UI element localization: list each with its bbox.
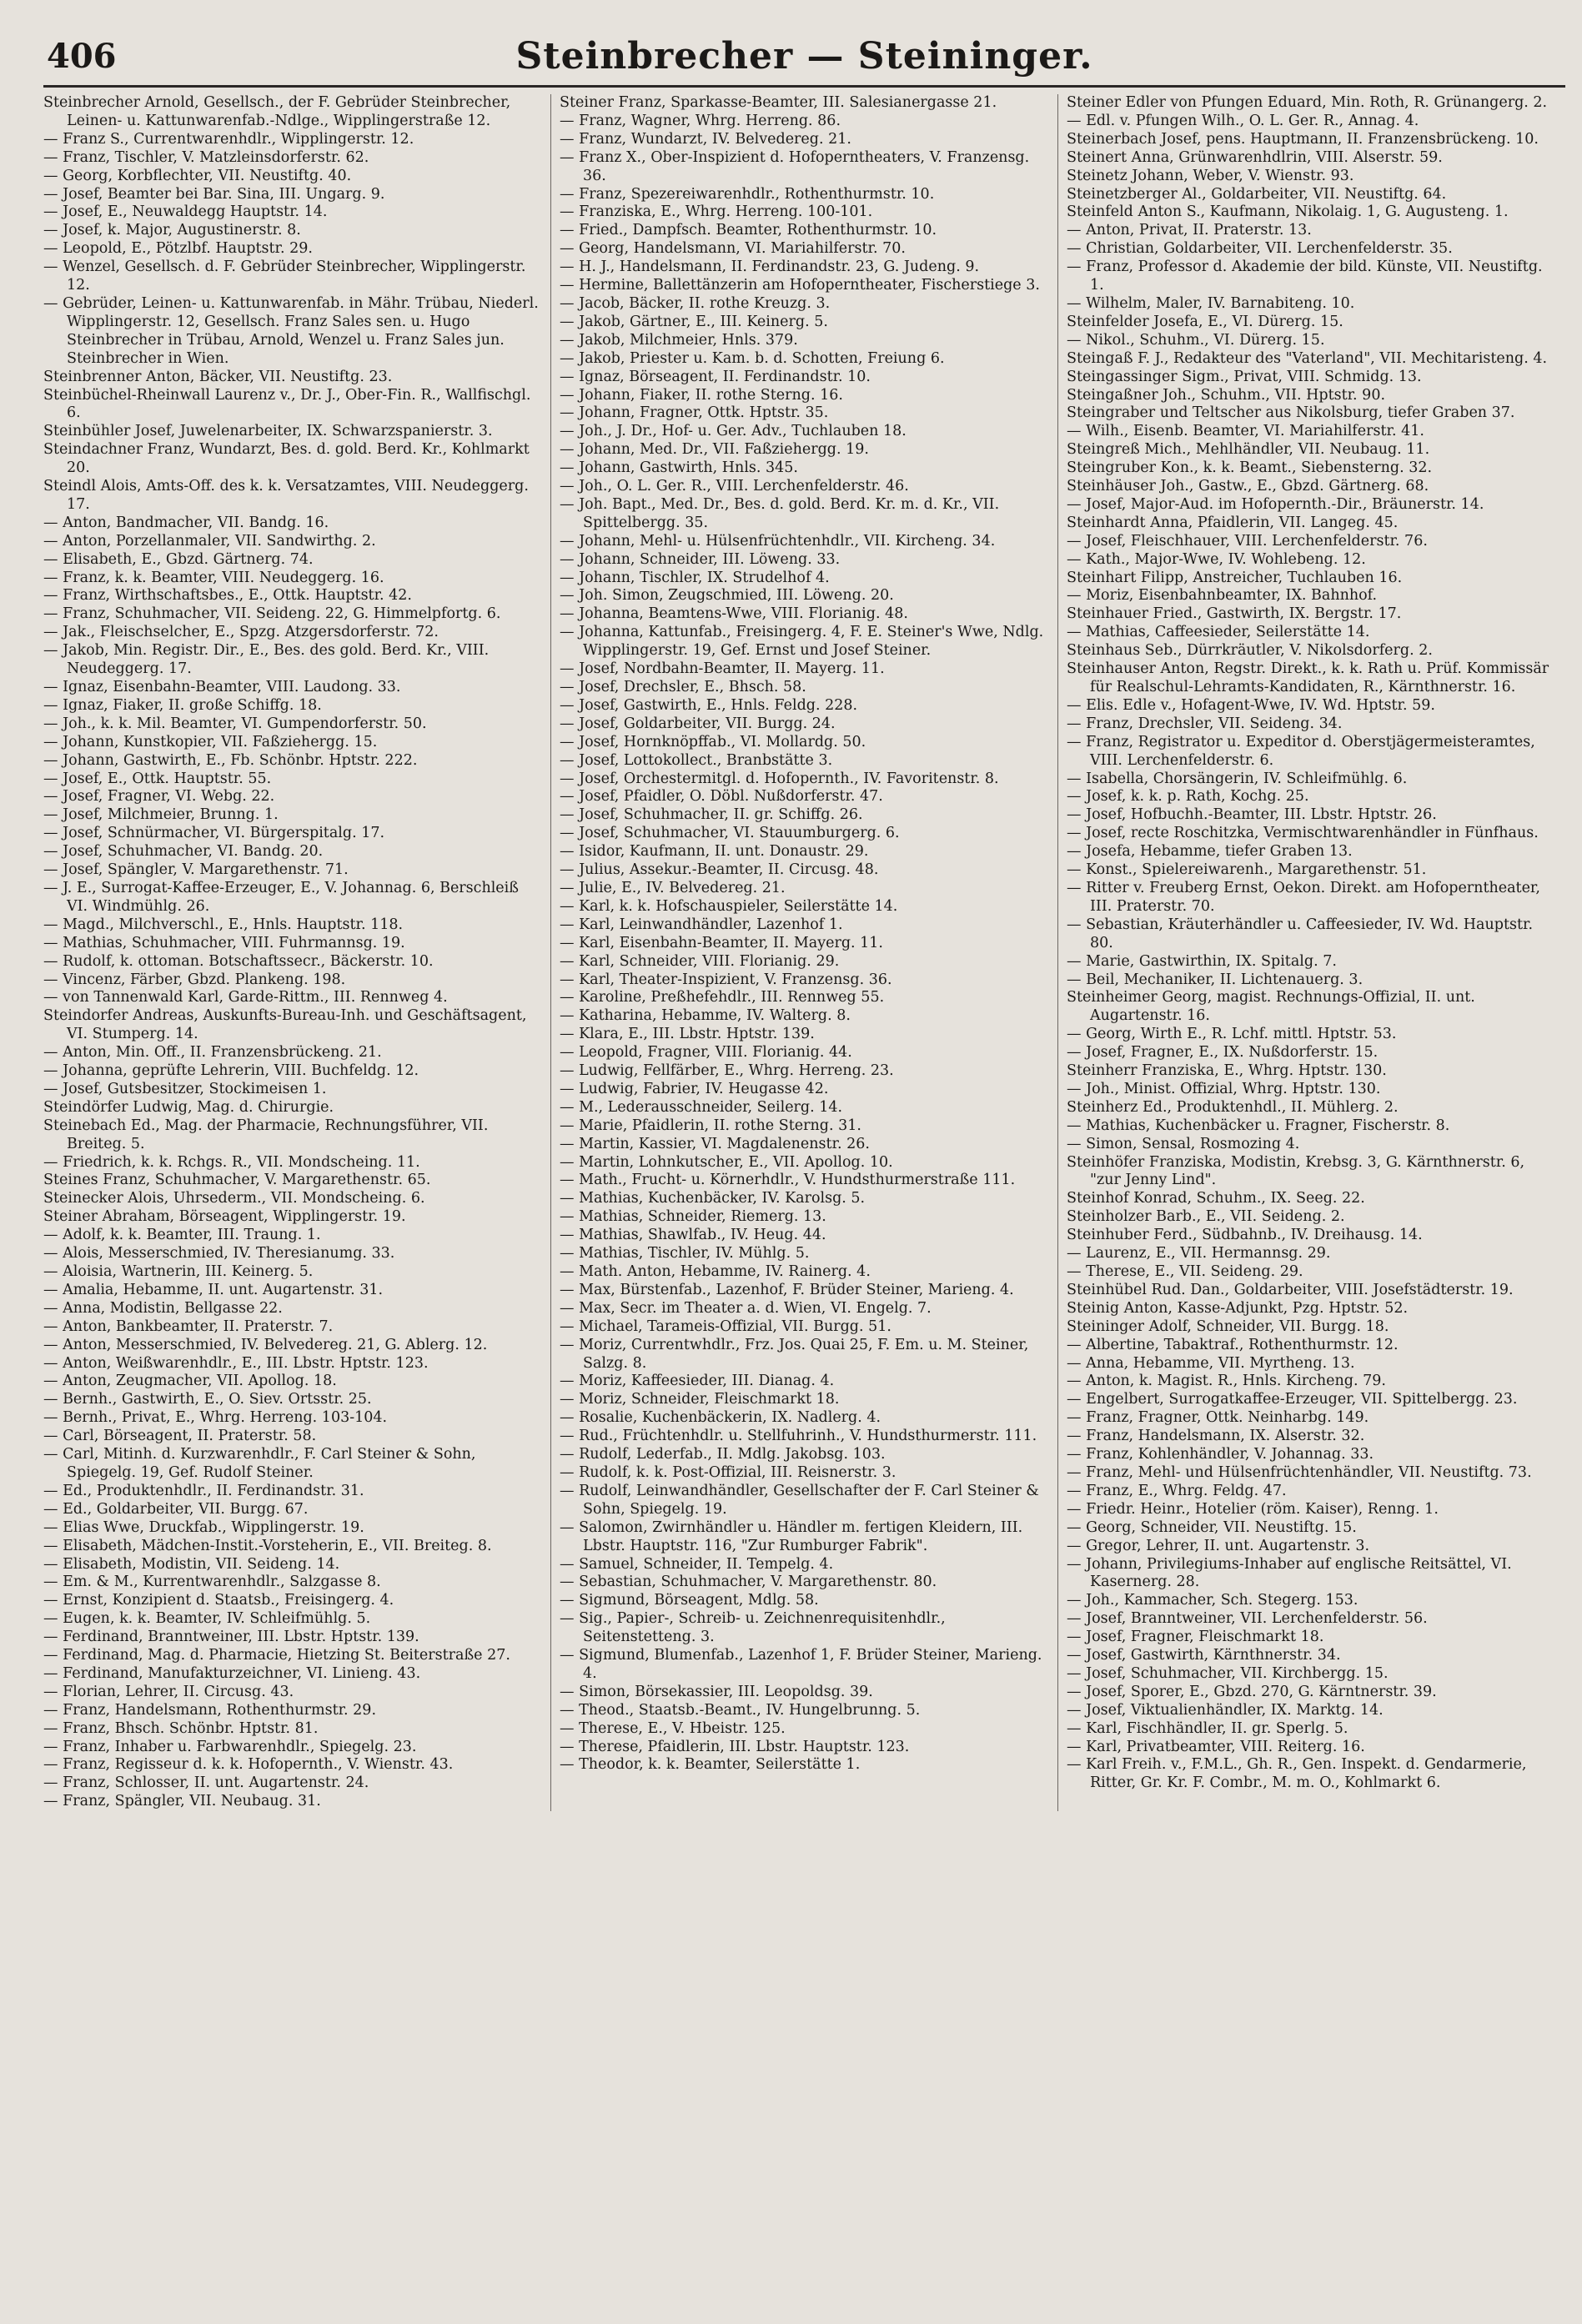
directory-entry: — Jakob, Milchmeier, Hnls. 379. — [560, 331, 798, 349]
directory-entry: Steiner Abraham, Börseagent, Wipplingerstr. 19. — [43, 1208, 406, 1226]
directory-entry: — Leopold, E., Pötzlbf. Hauptstr. 29. — [43, 240, 313, 258]
directory-entry: — Karl, Privatbeamter, VIII. Reiterg. 16. — [1067, 1738, 1365, 1755]
directory-entry: — Josef, recte Roschitzka, Vermischtwarenhändler in Fünfhaus. — [1067, 825, 1539, 842]
directory-entry: — Josef, Schnürmacher, VI. Bürgerspitalg. 17. — [43, 825, 385, 842]
directory-entry: — Franz, Wundarzt, IV. Belvedereg. 21. — [560, 130, 851, 148]
directory-entry: — Franz, Handelsmann, Rothenthurmstr. 29. — [43, 1701, 377, 1719]
directory-entry: Steininger Adolf, Schneider, VII. Burgg. 18. — [1067, 1318, 1389, 1335]
directory-entry: — Karl, Schneider, VIII. Florianig. 29. — [560, 952, 840, 970]
directory-entry: — Johann, Privilegiums-Inhaber auf englische Reitsättel, VI. Kasernerg. 28. — [1067, 1555, 1512, 1591]
directory-entry: — Josef, Branntweiner, VII. Lerchenfelderstr. 56. — [1067, 1610, 1428, 1628]
directory-entry: — Martin, Kassier, VI. Magdalenenstr. 26. — [560, 1135, 870, 1152]
directory-entry: — J. E., Surrogat-Kaffee-Erzeuger, E., V. Johannag. 6, Berschleiß VI. Windmühlg. 26. — [43, 879, 519, 915]
directory-entry: — Michael, Tarameis-Offizial, VII. Burgg. 51. — [560, 1318, 891, 1335]
directory-entry: — Anton, Privat, II. Praterstr. 13. — [1067, 222, 1312, 239]
directory-entry: — Josef, Spängler, V. Margarethenstr. 71. — [43, 861, 349, 879]
directory-entry: — Anton, Weißwarenhdlr., E., III. Lbstr. Hptstr. 123. — [43, 1354, 429, 1372]
directory-entry: — Franz, Inhaber u. Farbwarenhdlr., Spiegelg. 23. — [43, 1738, 417, 1755]
directory-entry: — Anna, Modistin, Bellgasse 22. — [43, 1299, 283, 1317]
directory-entry: Steinheimer Georg, magist. Rechnungs-Offizial, II. unt. Augartenstr. 16. — [1067, 989, 1475, 1025]
directory-entry: — Anton, Zeugmacher, VII. Apollog. 18. — [43, 1373, 337, 1390]
column-3 — [1057, 94, 1564, 1811]
directory-entry: — Franz X., Ober-Inspizient d. Hofoperntheaters, V. Franzensg. 36. — [560, 148, 1030, 184]
directory-entry: — Josefa, Hebamme, tiefer Graben 13. — [1067, 843, 1353, 861]
directory-entry: Steinhäuser Joh., Gastw., E., Gbzd. Gärtnerg. 68. — [1067, 478, 1429, 495]
directory-entry: Steinhardt Anna, Pfaidlerin, VII. Langeg. 45. — [1067, 514, 1399, 531]
directory-entry: — Math., Frucht- u. Körnerhdlr., V. Hundsthurmerstraße 111. — [560, 1172, 1016, 1189]
directory-entry: — Samuel, Schneider, II. Tempelg. 4. — [560, 1555, 834, 1573]
directory-entry: — Katharina, Hebamme, IV. Walterg. 8. — [560, 1007, 851, 1025]
directory-entry: — Elis. Edle v., Hofagent-Wwe, IV. Wd. Hptstr. 59. — [1067, 696, 1435, 714]
directory-entry: — Mathias, Schneider, Riemerg. 13. — [560, 1208, 826, 1226]
directory-entry: Steinhöfer Franziska, Modistin, Krebsg. 3, G. Kärnthnerstr. 6, "zur Jenny Lind". — [1067, 1153, 1525, 1189]
directory-entry: — Josef, Schuhmacher, VI. Stauumburgerg. 6. — [560, 825, 900, 842]
directory-entry: — Georg, Schneider, VII. Neustiftg. 15. — [1067, 1518, 1357, 1536]
directory-entry: — Gregor, Lehrer, II. unt. Augartenstr. 3. — [1067, 1537, 1370, 1554]
column-1 — [43, 94, 550, 1811]
page-number: 406 — [47, 37, 117, 76]
directory-entry: — Rud., Früchtenhdlr. u. Stellfuhrinh., V. Hundsthurmerstr. 111. — [560, 1428, 1037, 1445]
directory-entry: — Josef, Schuhmacher, VI. Bandg. 20. — [43, 843, 324, 861]
directory-entry: — Josef, Gutsbesitzer, Stockimeisen 1. — [43, 1080, 327, 1097]
directory-entry: — Josef, Major-Aud. im Hofopernth.-Dir., Bräunerstr. 14. — [1067, 495, 1484, 513]
directory-entry: — Anton, Bankbeamter, II. Praterstr. 7. — [43, 1318, 334, 1335]
directory-entry: — Ed., Produktenhdlr., II. Ferdinandstr. 31. — [43, 1482, 364, 1499]
directory-entry: Steindorfer Andreas, Auskunfts-Bureau-Inh. und Geschäftsagent, VI. Stumperg. 14. — [43, 1007, 527, 1043]
directory-entry: Steinig Anton, Kasse-Adjunkt, Pzg. Hptstr. 52. — [1067, 1299, 1409, 1317]
directory-entry: — Moriz, Eisenbahnbeamter, IX. Bahnhof. — [1067, 587, 1378, 605]
directory-entry: Steinhof Konrad, Schuhm., IX. Seeg. 22. — [1067, 1190, 1365, 1207]
directory-entry: — Carl, Mitinh. d. Kurzwarenhdlr., F. Carl Steiner & Sohn, Spiegelg. 19, Gef. Rudolf Steiner. — [43, 1446, 476, 1481]
directory-entry: — Ignaz, Eisenbahn-Beamter, VIII. Laudong. 33. — [43, 679, 401, 695]
directory-entry: — Franz, Kohlenhändler, V. Johannag. 33. — [1067, 1446, 1374, 1463]
directory-entry: Steinecker Alois, Uhrsederm., VII. Mondscheing. 6. — [43, 1190, 425, 1207]
directory-entry: — Franziska, E., Whrg. Herreng. 100-101. — [560, 203, 873, 221]
directory-entry: — Josef, Hornknöpffab., VI. Mollardg. 50. — [560, 733, 866, 750]
directory-entry: — Engelbert, Surrogatkaffee-Erzeuger, VII. Spittelbergg. 23. — [1067, 1391, 1518, 1408]
directory-entry: — Ludwig, Fellfärber, E., Whrg. Herreng. 23. — [560, 1062, 894, 1080]
directory-entry: Steiner Edler von Pfungen Eduard, Min. Roth, R. Grünangerg. 2. — [1067, 94, 1548, 111]
directory-entry: — Jacob, Bäcker, II. rothe Kreuzg. 3. — [560, 294, 831, 312]
directory-entry: — Franz, E., Whrg. Feldg. 47. — [1067, 1482, 1287, 1499]
directory-entry: — Beil, Mechaniker, II. Lichtenauerg. 3. — [1067, 971, 1364, 988]
directory-entry: Steinebach Ed., Mag. der Pharmacie, Rechnungsführer, VII. Breiteg. 5. — [43, 1117, 489, 1152]
directory-entry: — Ritter v. Freuberg Ernst, Oekon. Direkt. am Hofoperntheater, III. Praterstr. 70. — [1067, 879, 1540, 915]
directory-entry: — Johann, Fragner, Ottk. Hptstr. 35. — [560, 404, 829, 422]
directory-entry: Steinbüchel-Rheinwall Laurenz v., Dr. J., Ober-Fin. R., Wallfischgl. 6. — [43, 386, 531, 422]
directory-entry: — Wilhelm, Maler, IV. Barnabiteng. 10. — [1067, 294, 1355, 312]
directory-entry: — Karl, Leinwandhändler, Lazenhof 1. — [560, 916, 843, 933]
directory-entry: — Edl. v. Pfungen Wilh., O. L. Ger. R., Annag. 4. — [1067, 112, 1419, 129]
directory-entry: — Friedrich, k. k. Rchgs. R., VII. Mondscheing. 11. — [43, 1153, 420, 1171]
directory-entry: — Ferdinand, Mag. d. Pharmacie, Hietzing St. Beiterstraße 27. — [43, 1647, 510, 1664]
directory-entry: — Anton, Messerschmied, IV. Belvedereg. 21, G. Ablerg. 12. — [43, 1336, 488, 1353]
directory-entry: — Mathias, Kuchenbäcker u. Fragner, Fischerstr. 8. — [1067, 1117, 1450, 1134]
directory-entry: — Gebrüder, Leinen- u. Kattunwarenfab. in Mähr. Trübau, Niederl. Wipplingerstr. 12, Gesellsch. Franz Sales sen. u. Hugo Steinbrecher in Trübau, Arnold, Wenzel u. Franz Sales jun. Steinbrecher in Wien. — [43, 294, 539, 367]
directory-entry: — Leopold, Fragner, VIII. Florianig. 44. — [560, 1044, 852, 1062]
directory-entry: — Karl, Fischhändler, II. gr. Sperlg. 5. — [1067, 1719, 1348, 1737]
directory-entry: — Johanna, geprüfte Lehrerin, VIII. Buchfeldg. 12. — [43, 1062, 419, 1080]
directory-entry: — Ignaz, Börseagent, II. Ferdinandstr. 10. — [560, 368, 871, 385]
directory-entry: Steinetzberger Al., Goldarbeiter, VII. Neustiftg. 64. — [1067, 185, 1447, 203]
directory-entry: — Sig., Papier-, Schreib- u. Zeichnenrequisitenhdlr., Seitenstetteng. 3. — [560, 1610, 946, 1646]
directory-entry: — Carl, Börseagent, II. Praterstr. 58. — [43, 1428, 317, 1445]
directory-entry: — Therese, Pfaidlerin, III. Lbstr. Hauptstr. 123. — [560, 1738, 910, 1755]
directory-entry: — Kath., Major-Wwe, IV. Wohlebeng. 12. — [1067, 550, 1366, 568]
directory-entry: — Ferdinand, Manufakturzeichner, VI. Linieng. 43. — [43, 1664, 421, 1682]
directory-entry: Steinherr Franziska, E., Whrg. Hptstr. 130. — [1067, 1062, 1387, 1080]
directory-entry: — Ludwig, Fabrier, IV. Heugasse 42. — [560, 1080, 829, 1097]
directory-entry: — Bernh., Privat, E., Whrg. Herreng. 103-104. — [43, 1409, 388, 1427]
directory-entry: — Jak., Fleischselcher, E., Spzg. Atzgersdorferstr. 72. — [43, 624, 439, 641]
directory-entry: — Josef, Schuhmacher, II. gr. Schiffg. 26. — [560, 806, 863, 824]
directory-entry: — Josef, Orchestermitgl. d. Hofopernth., IV. Favoritenstr. 8. — [560, 770, 999, 787]
directory-entry: — Joh., J. Dr., Hof- u. Ger. Adv., Tuchlauben 18. — [560, 423, 907, 440]
directory-entry: — Johann, Tischler, IX. Strudelhof 4. — [560, 569, 830, 586]
directory-entry: — Wenzel, Gesellsch. d. F. Gebrüder Steinbrecher, Wipplingerstr. 12. — [43, 259, 526, 294]
directory-entry: Steines Franz, Schuhmacher, V. Margarethenstr. 65. — [43, 1172, 431, 1189]
directory-entry: — Jakob, Min. Registr. Dir., E., Bes. des gold. Berd. Kr., VIII. Neudeggerg. 17. — [43, 642, 490, 678]
directory-entry: — Mathias, Schuhmacher, VIII. Fuhrmannsg. 19. — [43, 934, 405, 951]
directory-entry: — Karl Freih. v., F.M.L., Gh. R., Gen. Inspekt. d. Gendarmerie, Ritter, Gr. Kr. F. Combr., M. m. O., Kohlmarkt 6. — [1067, 1756, 1527, 1792]
directory-entry: Steindörfer Ludwig, Mag. d. Chirurgie. — [43, 1098, 334, 1116]
directory-entry: — Em. & M., Kurrentwarenhdlr., Salzgasse 8. — [43, 1574, 381, 1591]
directory-entry: — Moriz, Currentwhdlr., Frz. Jos. Quai 25, F. Em. u. M. Steiner, Salzg. 8. — [560, 1336, 1029, 1372]
directory-entry: — Josef, Drechsler, E., Bhsch. 58. — [560, 679, 806, 695]
directory-entry: — Theodor, k. k. Beamter, Seilerstätte 1. — [560, 1756, 861, 1774]
directory-entry: Steinhübel Rud. Dan., Goldarbeiter, VIII. Josefstädterstr. 19. — [1067, 1281, 1514, 1298]
directory-entry: — Johann, Med. Dr., VII. Faßziehergg. 19. — [560, 441, 869, 459]
directory-entry: — Johann, Schneider, III. Löweng. 33. — [560, 550, 841, 568]
directory-entry: — Ed., Goldarbeiter, VII. Burgg. 67. — [43, 1500, 309, 1518]
running-head: Steinbrecher — Steininger. — [515, 35, 1093, 78]
directory-entry: — Josef, Pfaidler, O. Döbl. Nußdorferstr. 47. — [560, 788, 883, 806]
directory-entry: Steingraber und Teltscher aus Nikolsburg, tiefer Graben 37. — [1067, 404, 1515, 422]
directory-entry: — Eugen, k. k. Beamter, IV. Schleifmühlg. 5. — [43, 1610, 371, 1628]
directory-entry: — Josef, Goldarbeiter, VII. Burgg. 24. — [560, 715, 836, 732]
directory-entry: — Amalia, Hebamme, II. unt. Augartenstr. 31. — [43, 1281, 384, 1298]
directory-entry: — Julie, E., IV. Belvedereg. 21. — [560, 879, 786, 896]
directory-entry: — Alois, Messerschmied, IV. Theresianumg. 33. — [43, 1245, 395, 1262]
directory-entry: — Franz, Fragner, Ottk. Neinharbg. 149. — [1067, 1409, 1369, 1427]
directory-entry: — Math. Anton, Hebamme, IV. Rainerg. 4. — [560, 1263, 871, 1280]
directory-entry: — Christian, Goldarbeiter, VII. Lerchenfelderstr. 35. — [1067, 240, 1453, 258]
directory-entry: — Karl, k. k. Hofschauspieler, Seilerstätte 14. — [560, 897, 898, 915]
directory-entry: — Mathias, Caffeesieder, Seilerstätte 14. — [1067, 624, 1370, 641]
directory-entry: — Joh. Simon, Zeugschmied, III. Löweng. 20. — [560, 587, 894, 605]
directory-entry: — Sebastian, Schuhmacher, V. Margarethenstr. 80. — [560, 1574, 937, 1591]
directory-entry: — Joh. Bapt., Med. Dr., Bes. d. gold. Berd. Kr. m. d. Kr., VII. Spittelbergg. 35. — [560, 495, 1000, 531]
directory-entry: — Laurenz, E., VII. Hermannsg. 29. — [1067, 1245, 1331, 1262]
directory-entry: Steingaß F. J., Redakteur des "Vaterland", VII. Mechitaristeng. 4. — [1067, 349, 1548, 367]
directory-entry: — Josef, Gastwirth, Kärnthnerstr. 34. — [1067, 1647, 1341, 1664]
directory-entry: Steinhaus Seb., Dürrkräutler, V. Nikolsdorferg. 2. — [1067, 642, 1433, 660]
directory-entry: Steinfelder Josefa, E., VI. Dürerg. 15. — [1067, 313, 1343, 330]
directory-entry: — Adolf, k. k. Beamter, III. Traung. 1. — [43, 1227, 321, 1244]
directory-entry: — Franz, Tischler, V. Matzleinsdorferstr. 62. — [43, 148, 369, 166]
directory-entry: Steinholzer Barb., E., VII. Seideng. 2. — [1067, 1208, 1345, 1226]
directory-entry: — Franz, Schlosser, II. unt. Augartenstr. 24. — [43, 1774, 369, 1792]
directory-entry: — Anton, Porzellanmaler, VII. Sandwirthg. 2. — [43, 532, 376, 550]
directory-entry: — Johann, Gastwirth, E., Fb. Schönbr. Hptstr. 222. — [43, 751, 418, 769]
directory-entry: — Franz, k. k. Beamter, VIII. Neudeggerg. 16. — [43, 569, 384, 586]
directory-entry: — Franz, Regisseur d. k. k. Hofopernth., V. Wienstr. 43. — [43, 1756, 454, 1774]
directory-entry: — Simon, Börsekassier, III. Leopoldsg. 39. — [560, 1683, 873, 1700]
directory-entry: — Simon, Sensal, Rosmozing 4. — [1067, 1135, 1300, 1152]
directory-entry: — Jakob, Priester u. Kam. b. d. Schotten, Freiung 6. — [560, 349, 945, 367]
directory-entry: — Therese, E., VII. Seideng. 29. — [1067, 1263, 1303, 1280]
directory-entry: — Josef, Fragner, Fleischmarkt 18. — [1067, 1629, 1324, 1646]
directory-entry: — Marie, Gastwirthin, IX. Spitalg. 7. — [1067, 952, 1337, 970]
directory-entry: — Josef, Hofbuchh.-Beamter, III. Lbstr. Hptstr. 26. — [1067, 806, 1437, 824]
directory-entry: — Joh., Minist. Offizial, Whrg. Hptstr. 130. — [1067, 1080, 1381, 1097]
directory-entry: — M., Lederausschneider, Seilerg. 14. — [560, 1098, 843, 1116]
directory-entry: — Josef, Nordbahn-Beamter, II. Mayerg. 11. — [560, 660, 885, 678]
directory-entry: Steingruber Kon., k. k. Beamt., Siebensterng. 32. — [1067, 459, 1433, 477]
directory-entry: Steinert Anna, Grünwarenhdlrin, VIII. Alserstr. 59. — [1067, 148, 1443, 166]
directory-entry: — Johann, Kunstkopier, VII. Faßziehergg. 15. — [43, 733, 378, 750]
directory-entry: — Georg, Handelsmann, VI. Mariahilferstr. 70. — [560, 240, 906, 258]
directory-entry: — Franz, Registrator u. Expeditor d. Oberstjägermeisteramtes, VIII. Lerchenfelderstr. 6. — [1067, 733, 1535, 769]
directory-entry: Steinerbach Josef, pens. Hauptmann, II. Franzensbrückeng. 10. — [1067, 130, 1539, 148]
directory-entry: — Elisabeth, E., Gbzd. Gärtnerg. 74. — [43, 550, 314, 568]
directory-entry: Steinherz Ed., Produktenhdl., II. Mühlerg. 2. — [1067, 1098, 1399, 1116]
directory-entry: — Ignaz, Fiaker, II. große Schiffg. 18. — [43, 696, 322, 714]
directory-entry: Steinetz Johann, Weber, V. Wienstr. 93. — [1067, 167, 1354, 184]
directory-entry: Steinhuber Ferd., Südbahnb., IV. Dreihausg. 14. — [1067, 1227, 1423, 1244]
directory-entry: — Ferdinand, Branntweiner, III. Lbstr. Hptstr. 139. — [43, 1629, 419, 1646]
directory-entry: — Josef, Viktualienhändler, IX. Marktg. 14. — [1067, 1701, 1384, 1719]
directory-entry: — Sigmund, Börseagent, Mdlg. 58. — [560, 1592, 819, 1609]
directory-entry: — Joh., Kammacher, Sch. Stegerg. 153. — [1067, 1592, 1359, 1609]
directory-entry: — Florian, Lehrer, II. Circusg. 43. — [43, 1683, 294, 1700]
directory-entry: — Therese, E., V. Hbeistr. 125. — [560, 1719, 786, 1737]
directory-entry: — Sigmund, Blumenfab., Lazenhof 1, F. Brüder Steiner, Marieng. 4. — [560, 1647, 1042, 1682]
directory-entry: — Ernst, Konzipient d. Staatsb., Freisingerg. 4. — [43, 1592, 394, 1609]
directory-entry: — Josef, E., Neuwaldegg Hauptstr. 14. — [43, 203, 328, 221]
directory-entry: — Josef, E., Ottk. Hauptstr. 55. — [43, 770, 272, 787]
directory-entry: — Karoline, Preßhefehdlr., III. Rennweg 55. — [560, 989, 885, 1006]
directory-entry: — Fried., Dampfsch. Beamter, Rothenthurmstr. 10. — [560, 222, 937, 239]
directory-entry: — Anton, Min. Off., II. Franzensbrückeng. 21. — [43, 1044, 382, 1062]
directory-entry: — Franz, Professor d. Akademie der bild. Künste, VII. Neustiftg. 1. — [1067, 259, 1543, 294]
directory-entry: — Elisabeth, Modistin, VII. Seideng. 14. — [43, 1555, 340, 1573]
directory-entry: — H. J., Handelsmann, II. Ferdinandstr. 23, G. Judeng. 9. — [560, 259, 980, 276]
directory-entry: — Josef, Milchmeier, Brunng. 1. — [43, 806, 279, 824]
directory-entry: Steinbrecher Arnold, Gesellsch., der F. Gebrüder Steinbrecher, Leinen- u. Kattunwarenfab.-Ndlge., Wipplingerstraße 12. — [43, 94, 511, 129]
directory-entry: — Josef, Sporer, E., Gbzd. 270, G. Kärntnerstr. 39. — [1067, 1683, 1437, 1700]
directory-entry: — Friedr. Heinr., Hotelier (röm. Kaiser), Renng. 1. — [1067, 1500, 1439, 1518]
directory-entry: Steinbühler Josef, Juwelenarbeiter, IX. Schwarzspanierstr. 3. — [43, 423, 493, 440]
directory-entry: — Vincenz, Färber, Gbzd. Plankeng. 198. — [43, 971, 346, 988]
directory-entry: — Max, Secr. im Theater a. d. Wien, VI. Engelg. 7. — [560, 1299, 932, 1317]
directory-entry: — Franz, Spängler, VII. Neubaug. 31. — [43, 1793, 321, 1810]
directory-entry: — Aloisia, Wartnerin, III. Keinerg. 5. — [43, 1263, 314, 1280]
directory-entry: — Franz, Drechsler, VII. Seideng. 34. — [1067, 715, 1343, 732]
page-header — [43, 33, 1565, 88]
directory-entry: — Franz, Bhsch. Schönbr. Hptstr. 81. — [43, 1719, 319, 1737]
directory-entry: Steinhart Filipp, Anstreicher, Tuchlauben 16. — [1067, 569, 1403, 586]
directory-entry: — von Tannenwald Karl, Garde-Rittm., III. Rennweg 4. — [43, 989, 448, 1006]
directory-entry: — Bernh., Gastwirth, E., O. Siev. Ortsstr. 25. — [43, 1391, 372, 1408]
directory-entry: — Joh., O. L. Ger. R., VIII. Lerchenfelderstr. 46. — [560, 478, 909, 495]
directory-entry: — Anton, k. Magist. R., Hnls. Kircheng. 79. — [1067, 1373, 1386, 1390]
directory-entry: — Mathias, Kuchenbäcker, IV. Karolsg. 5. — [560, 1190, 866, 1207]
directory-entry: — Isidor, Kaufmann, II. unt. Donaustr. 29. — [560, 843, 869, 861]
directory-entry: — Joh., k. k. Mil. Beamter, VI. Gumpendorferstr. 50. — [43, 715, 427, 732]
directory-entry: — Mathias, Shawlfab., IV. Heug. 44. — [560, 1227, 826, 1244]
directory-entry: — Magd., Milchverschl., E., Hnls. Hauptstr. 118. — [43, 916, 404, 933]
directory-entry: — Josef, Schuhmacher, VII. Kirchbergg. 15. — [1067, 1664, 1389, 1682]
directory-entry: — Anton, Bandmacher, VII. Bandg. 16. — [43, 514, 329, 531]
directory-entry: Steingassinger Sigm., Privat, VIII. Schmidg. 13. — [1067, 368, 1422, 385]
directory-entry: — Marie, Pfaidlerin, II. rothe Sterng. 31. — [560, 1117, 861, 1134]
directory-entry: — Theod., Staatsb.-Beamt., IV. Hungelbrunng. 5. — [560, 1701, 921, 1719]
directory-entry: — Nikol., Schuhm., VI. Dürerg. 15. — [1067, 331, 1325, 349]
directory-entry: — Josef, Fragner, VI. Webg. 22. — [43, 788, 275, 806]
directory-entry: — Georg, Korbflechter, VII. Neustiftg. 40. — [43, 167, 352, 184]
directory-entry: — Anna, Hebamme, VII. Myrtheng. 13. — [1067, 1354, 1355, 1372]
directory-entry: — Johanna, Kattunfab., Freisingerg. 4, F. E. Steiner's Wwe, Ndlg. Wipplingerstr. 19, Gef. Ernst und Josef Steiner. — [560, 624, 1044, 660]
directory-entry: — Konst., Spielereiwarenh., Margarethenstr. 51. — [1067, 861, 1427, 879]
directory-entry: — Albertine, Tabaktraf., Rothenthurmstr. 12. — [1067, 1336, 1399, 1353]
directory-entry: Steindachner Franz, Wundarzt, Bes. d. gold. Berd. Kr., Kohlmarkt 20. — [43, 441, 530, 477]
directory-entry: Steinbrenner Anton, Bäcker, VII. Neustiftg. 23. — [43, 368, 393, 385]
directory-entry: — Elias Wwe, Druckfab., Wipplingerstr. 19. — [43, 1518, 364, 1536]
directory-entry: — Salomon, Zwirnhändler u. Händler m. fertigen Kleidern, III. Lbstr. Hauptstr. 116, "Zur Rumburger Fabrik". — [560, 1518, 1023, 1554]
directory-entry: — Johann, Mehl- u. Hülsenfrüchtenhdlr., VII. Kircheng. 34. — [560, 532, 996, 550]
directory-entry: — Josef, k. Major, Augustinerstr. 8. — [43, 222, 301, 239]
directory-entry: Steingaßner Joh., Schuhm., VII. Hptstr. 90. — [1067, 386, 1386, 404]
directory-entry: — Rudolf, k. ottoman. Botschaftssecr., Bäckerstr. 10. — [43, 952, 434, 970]
directory-entry: — Franz, Wirthschaftsbes., E., Ottk. Hauptstr. 42. — [43, 587, 412, 605]
directory-entry: Steinhauser Anton, Regstr. Direkt., k. k. Rath u. Prüf. Kommissär für Realschul-Lehramts-Kandidaten, R., Kärnthnerstr. 16. — [1067, 660, 1549, 695]
directory-entry: — Franz, Schuhmacher, VII. Seideng. 22, G. Himmelpfortg. 6. — [43, 605, 501, 623]
directory-entry: — Moriz, Kaffeesieder, III. Dianag. 4. — [560, 1373, 835, 1390]
directory-entry: — Rudolf, k. k. Post-Offizial, III. Reisnerstr. 3. — [560, 1463, 896, 1481]
directory-entry: — Franz, Mehl- und Hülsenfrüchtenhändler, VII. Neustiftg. 73. — [1067, 1463, 1532, 1481]
directory-entry: — Mathias, Tischler, IV. Mühlg. 5. — [560, 1245, 810, 1262]
directory-entry: — Karl, Theater-Inspizient, V. Franzensg. 36. — [560, 971, 892, 988]
directory-entry: — Wilh., Eisenb. Beamter, VI. Mariahilferstr. 41. — [1067, 423, 1424, 440]
directory-entry: — Josef, Gastwirth, E., Hnls. Feldg. 228. — [560, 696, 858, 714]
directory-entry: — Klara, E., III. Lbstr. Hptstr. 139. — [560, 1026, 815, 1043]
directory-entry: — Moriz, Schneider, Fleischmarkt 18. — [560, 1391, 840, 1408]
directory-entry: — Josef, Fragner, E., IX. Nußdorferstr. 15. — [1067, 1044, 1379, 1062]
directory-entry: — Julius, Assekur.-Beamter, II. Circusg. 48. — [560, 861, 879, 879]
directory-entry: — Josef, k. k. p. Rath, Kochg. 25. — [1067, 788, 1309, 806]
directory-entry: — Martin, Lohnkutscher, E., VII. Apollog. 10. — [560, 1153, 893, 1171]
directory-entry: — Josef, Lottokollect., Branbstätte 3. — [560, 751, 833, 769]
directory-entry: — Elisabeth, Mädchen-Instit.-Vorsteherin, E., VII. Breiteg. 8. — [43, 1537, 492, 1554]
directory-entry: Steinfeld Anton S., Kaufmann, Nikolaig. 1, G. Augusteng. 1. — [1067, 203, 1509, 221]
directory-entry: — Franz, Wagner, Whrg. Herreng. 86. — [560, 112, 841, 129]
directory-entry: — Franz, Handelsmann, IX. Alserstr. 32. — [1067, 1428, 1365, 1445]
directory-entry: — Georg, Wirth E., R. Lchf. mittl. Hptstr. 53. — [1067, 1026, 1397, 1043]
directory-entry: — Josef, Beamter bei Bar. Sina, III. Ungarg. 9. — [43, 185, 385, 203]
directory-entry: — Rudolf, Lederfab., II. Mdlg. Jakobsg. 103. — [560, 1446, 886, 1463]
directory-entry: — Isabella, Chorsängerin, IV. Schleifmühlg. 6. — [1067, 770, 1408, 787]
directory-entry: — Hermine, Ballettänzerin am Hofoperntheater, Fischerstiege 3. — [560, 277, 1040, 294]
directory-entry: — Johann, Fiaker, II. rothe Sterng. 16. — [560, 386, 843, 404]
directory-entry: — Franz S., Currentwarenhdlr., Wipplingerstr. 12. — [43, 130, 414, 148]
directory-entry: Steiner Franz, Sparkasse-Beamter, III. Salesianergasse 21. — [560, 94, 997, 111]
directory-entry: — Rosalie, Kuchenbäckerin, IX. Nadlerg. 4. — [560, 1409, 881, 1427]
directory-entry: — Max, Bürstenfab., Lazenhof, F. Brüder Steiner, Marieng. 4. — [560, 1281, 1014, 1298]
directory-entry: — Rudolf, Leinwandhändler, Gesellschafter der F. Carl Steiner & Sohn, Spiegelg. 19. — [560, 1482, 1039, 1518]
directory-entry: Steingreß Mich., Mehlhändler, VII. Neubaug. 11. — [1067, 441, 1430, 459]
directory-entry: — Karl, Eisenbahn-Beamter, II. Mayerg. 11. — [560, 934, 883, 951]
directory-entry: Steinhauer Fried., Gastwirth, IX. Bergstr. 17. — [1067, 605, 1402, 623]
directory-entry: — Jakob, Gärtner, E., III. Keinerg. 5. — [560, 313, 828, 330]
directory-entry: Steindl Alois, Amts-Off. des k. k. Versatzamtes, VIII. Neudeggerg. 17. — [43, 478, 529, 513]
directory-entry: — Johann, Gastwirth, Hnls. 345. — [560, 459, 798, 477]
directory-entry: — Sebastian, Kräuterhändler u. Caffeesieder, IV. Wd. Hauptstr. 80. — [1067, 916, 1534, 951]
column-2 — [550, 94, 1057, 1811]
directory-entry: — Franz, Spezereiwarenhdlr., Rothenthurmstr. 10. — [560, 185, 935, 203]
directory-entry: — Josef, Fleischhauer, VIII. Lerchenfelderstr. 76. — [1067, 532, 1428, 550]
columns — [43, 94, 1565, 1811]
directory-entry: — Johanna, Beamtens-Wwe, VIII. Florianig. 48. — [560, 605, 908, 623]
